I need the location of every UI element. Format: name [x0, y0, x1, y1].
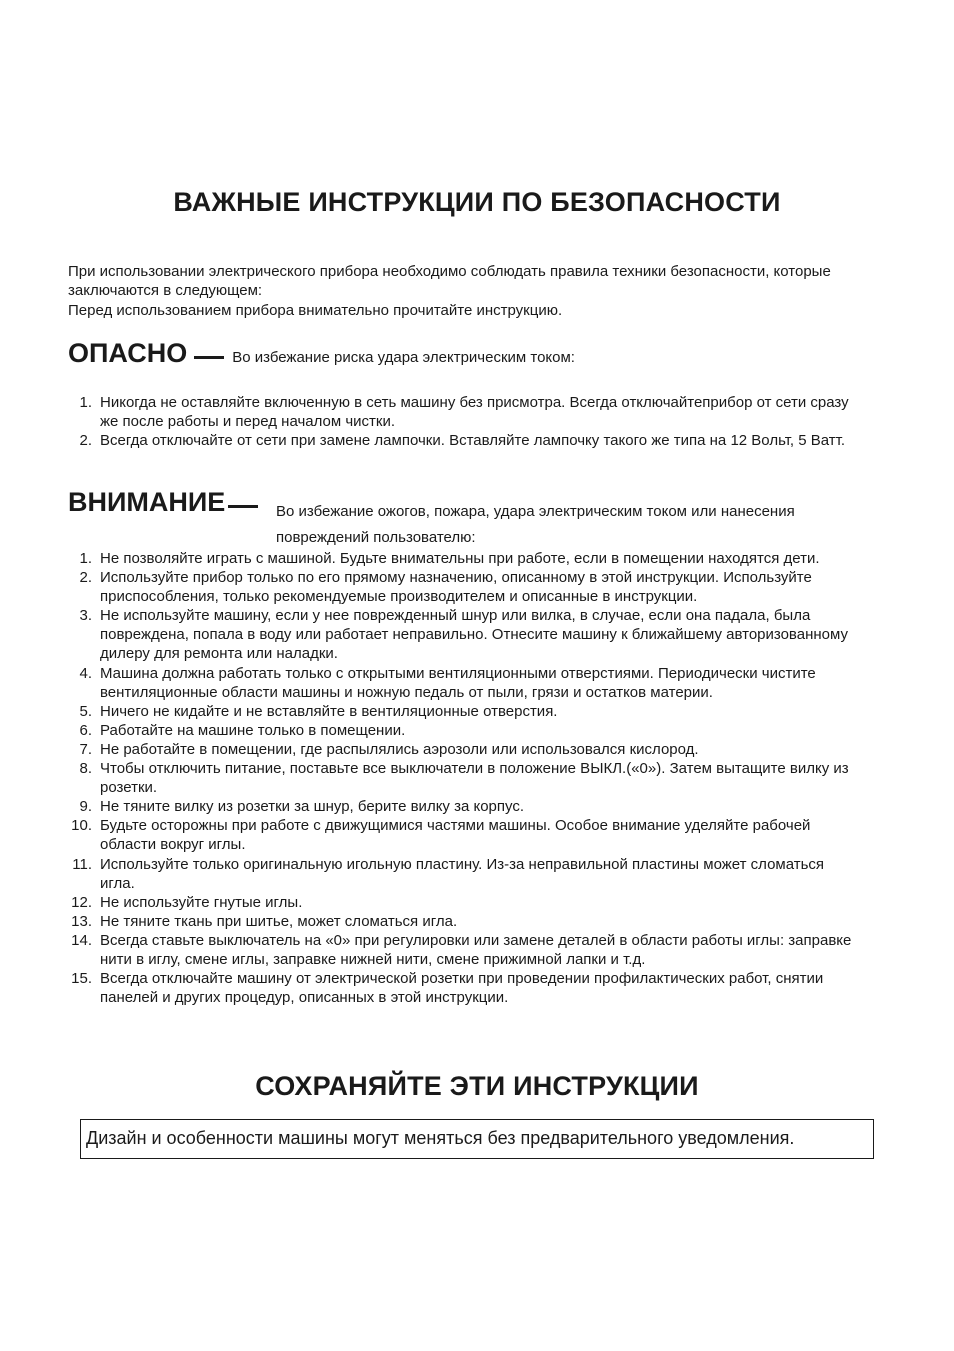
- item-text: Машина должна работать только с открытыми вентиляционными отверстиями. Периодически чистите вентиляционные области машины и ножную педаль от пыли, грязи и остатков материи.: [100, 664, 816, 701]
- item-text: Используйте прибор только по его прямому назначению, описанному в этой инструкции. Используйте приспособления, только рекомендуемые производителем и описанные в инструкции.: [100, 569, 812, 606]
- item-text: Не используйте гнутые иглы.: [100, 893, 303, 911]
- intro-paragraph: Перед использованием прибора внимательно прочитайте инструкцию.: [68, 301, 563, 319]
- list-item: [68, 740, 858, 759]
- item-number: 1.: [79, 394, 92, 411]
- list-item: [68, 816, 858, 854]
- item-number: 2.: [79, 569, 92, 587]
- item-text: Не позволяйте играть с машиной. Будьте внимательны при работе, если в помещении находятся дети.: [100, 550, 820, 567]
- item-number: 4.: [79, 664, 92, 682]
- item-number: 8.: [79, 760, 92, 778]
- item-text: Не тяните ткань при шитье, может сломаться игла.: [100, 912, 458, 930]
- item-number: 5.: [79, 702, 92, 720]
- caution-description: Во избежание ожогов, пожара, удара электрическим током или нанесения повреждений пользователю:: [276, 503, 795, 546]
- page-title: ВАЖНЫЕ ИНСТРУКЦИИ ПО БЕЗОПАСНОСТИ: [173, 187, 781, 217]
- item-text: Будьте осторожны при работе с движущимися частями машины. Особое внимание уделяйте рабочей области вокруг иглы.: [100, 817, 811, 854]
- list-item: [68, 855, 858, 893]
- list-item: [68, 759, 858, 797]
- save-instructions-title: СОХРАНЯЙТЕ ЭТИ ИНСТРУКЦИИ: [255, 1071, 699, 1101]
- item-number: 6.: [79, 721, 92, 739]
- item-number: 12.: [71, 893, 92, 911]
- danger-description: Во избежание риска удара электрическим током:: [232, 349, 575, 366]
- list-item: [68, 606, 858, 663]
- item-text: Всегда ставьте выключатель на «0» при регулировки или замене деталей в области работы иглы: заправке нити в иглу, смене иглы, заправке нижней нити, смене прижимной лапки и т.д.: [100, 931, 852, 968]
- item-number: 7.: [79, 740, 92, 758]
- intro-paragraph: При использовании электрического прибора необходимо соблюдать правила техники безопасности, которые заключаются в следующем:: [68, 263, 831, 300]
- list-item: [68, 912, 858, 931]
- item-text: Ничего не кидайте и не вставляйте в вентиляционные отверстия.: [100, 702, 558, 720]
- list-item: [68, 969, 858, 1007]
- item-number: 13.: [71, 912, 92, 930]
- intro-text: [68, 262, 868, 320]
- item-text: Не работайте в помещении, где распылялись аэрозоли или использовался кислород.: [100, 740, 699, 758]
- item-number: 1.: [79, 550, 92, 567]
- danger-heading: [68, 338, 575, 369]
- item-text: Всегда отключайте машину от электрической розетки при проведении профилактических работ, снятии панелей и других процедур, описанных в этой инструкции.: [100, 970, 824, 1007]
- list-item: [68, 568, 858, 606]
- list-item: [68, 702, 858, 721]
- item-text: Не используйте машину, если у нее поврежденный шнур или вилка, в случае, если она падала, была повреждена, попала в воду или работает неправильно. Отнесите машину к ближайшему авторизованному дилеру для ремонта или наладки.: [100, 607, 848, 663]
- item-number: 3.: [79, 607, 92, 625]
- danger-label: ОПАСНО: [68, 338, 188, 368]
- item-number: 15.: [71, 970, 92, 988]
- list-item: [68, 721, 858, 740]
- heading-dash: [228, 505, 258, 508]
- item-text: Не тяните вилку из розетки за шнур, берите вилку за корпус.: [100, 798, 525, 816]
- list-item: [68, 931, 858, 969]
- item-text: Всегда отключайте от сети при замене лампочки. Вставляйте лампочку такого же типа на 12 Вольт, 5 Ватт.: [100, 432, 846, 450]
- design-notice-box: Дизайн и особенности машины могут меняться без предварительного уведомления.: [80, 1119, 874, 1159]
- list-item: [68, 797, 858, 816]
- item-text: Никогда не оставляйте включенную в сеть машину без присмотра. Всегда отключайтеприбор от сети сразу же после работы и перед началом чистки.: [100, 394, 849, 431]
- item-number: 10.: [71, 817, 92, 835]
- caution-heading: [68, 487, 261, 518]
- item-number: 11.: [72, 855, 92, 873]
- list-item: [68, 393, 858, 431]
- list-item: [68, 549, 858, 568]
- danger-list: [68, 393, 858, 450]
- heading-dash: [194, 356, 224, 359]
- list-item: [68, 431, 858, 450]
- list-item: [68, 664, 858, 702]
- caution-label: ВНИМАНИЕ: [68, 487, 226, 517]
- item-text: Чтобы отключить питание, поставьте все выключатели в положение ВЫКЛ.(«0»). Затем вытащите вилку из розетки.: [100, 760, 849, 797]
- item-number: 2.: [79, 432, 92, 450]
- list-item: [68, 893, 858, 912]
- caution-list: [68, 549, 858, 1007]
- item-number: 9.: [79, 798, 92, 816]
- item-text: Работайте на машине только в помещении.: [100, 721, 406, 739]
- item-text: Используйте только оригинальную игольную пластину. Из-за неправильной пластины может сломаться игла.: [100, 855, 825, 892]
- item-number: 14.: [71, 931, 92, 949]
